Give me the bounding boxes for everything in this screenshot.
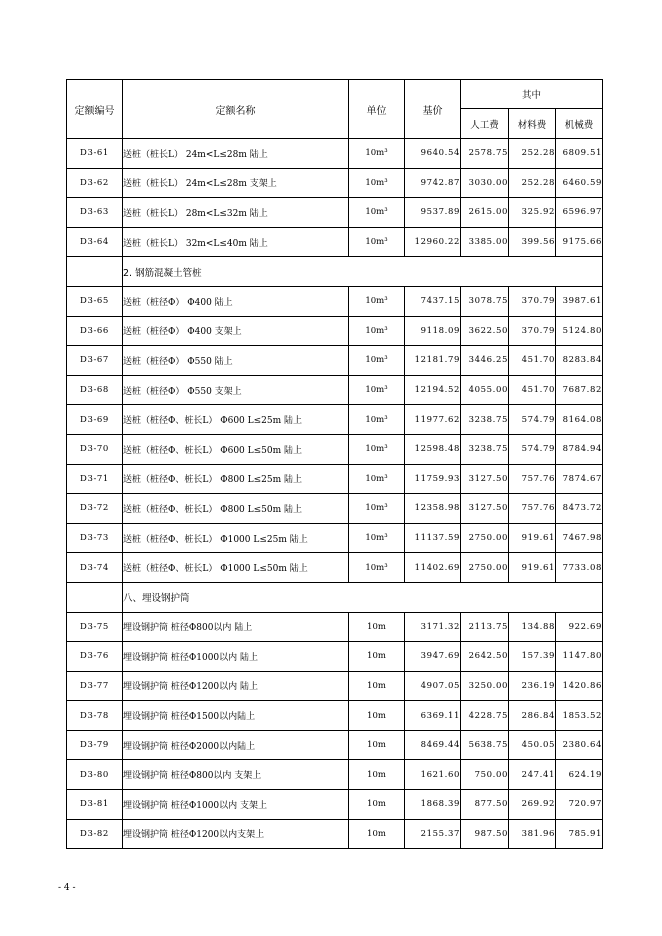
table-header (67, 80, 603, 139)
cell-name: 埋设钢护筒 桩径Φ1000以内 陆上 (123, 642, 349, 672)
section-code-cell (67, 257, 123, 287)
cell-base-price: 8469.44 (405, 730, 461, 760)
cell-unit: 10m³ (349, 139, 405, 169)
cell-material: 381.96 (509, 819, 556, 849)
cell-unit: 10m (349, 730, 405, 760)
table-row (67, 464, 603, 494)
cell-name: 送桩（桩长L） 24m<L≤28m 陆上 (123, 139, 349, 169)
cell-name: 埋设钢护筒 桩径Φ1200以内支架上 (123, 819, 349, 849)
cell-base-price: 9640.54 (405, 139, 461, 169)
cell-code: D3-62 (67, 168, 123, 198)
cell-name: 埋设钢护筒 桩径Φ800以内 陆上 (123, 612, 349, 642)
cell-machine: 7874.67 (556, 464, 603, 494)
cell-machine: 6460.59 (556, 168, 603, 198)
table-row (67, 790, 603, 820)
table-body (67, 139, 603, 849)
cell-code: D3-71 (67, 464, 123, 494)
cell-machine: 785.91 (556, 819, 603, 849)
table-row (67, 494, 603, 524)
cell-material: 450.05 (509, 730, 556, 760)
cell-code: D3-72 (67, 494, 123, 524)
table-row (67, 642, 603, 672)
cell-name: 送桩（桩径Φ） Φ400 陆上 (123, 286, 349, 316)
cell-unit: 10m³ (349, 523, 405, 553)
cell-code: D3-73 (67, 523, 123, 553)
cell-labor: 2750.00 (461, 523, 509, 553)
header-name: 定额名称 (123, 80, 349, 139)
section-title: 2. 钢筋混凝土管桩 (123, 257, 603, 287)
cell-code: D3-79 (67, 730, 123, 760)
cell-material: 919.61 (509, 553, 556, 583)
cell-code: D3-77 (67, 671, 123, 701)
cell-unit: 10m (349, 701, 405, 731)
section-row (67, 582, 603, 612)
cell-machine: 2380.64 (556, 730, 603, 760)
cell-base-price: 6369.11 (405, 701, 461, 731)
table-row (67, 760, 603, 790)
cell-base-price: 9537.89 (405, 198, 461, 228)
cell-name: 送桩（桩径Φ、桩长L） Φ1000 L≤50m 陆上 (123, 553, 349, 583)
cell-unit: 10m³ (349, 286, 405, 316)
header-machine: 机械费 (556, 109, 603, 139)
cell-labor: 750.00 (461, 760, 509, 790)
cell-machine: 7467.98 (556, 523, 603, 553)
header-of-which: 其中 (461, 80, 603, 109)
cell-name: 送桩（桩径Φ、桩长L） Φ600 L≤50m 陆上 (123, 434, 349, 464)
cell-base-price: 12358.98 (405, 494, 461, 524)
header-labor: 人工费 (461, 109, 509, 139)
cell-machine: 922.69 (556, 612, 603, 642)
cell-name: 送桩（桩径Φ、桩长L） Φ1000 L≤25m 陆上 (123, 523, 349, 553)
cell-labor: 987.50 (461, 819, 509, 849)
cell-labor: 3250.00 (461, 671, 509, 701)
cell-name: 送桩（桩长L） 32m<L≤40m 陆上 (123, 227, 349, 257)
cell-code: D3-61 (67, 139, 123, 169)
cell-unit: 10m³ (349, 198, 405, 228)
cell-material: 370.79 (509, 286, 556, 316)
cell-material: 236.19 (509, 671, 556, 701)
cell-code: D3-69 (67, 405, 123, 435)
cell-base-price: 11759.93 (405, 464, 461, 494)
header-unit: 单位 (349, 80, 405, 139)
cell-unit: 10m (349, 790, 405, 820)
cell-base-price: 7437.15 (405, 286, 461, 316)
cell-labor: 2615.00 (461, 198, 509, 228)
cell-base-price: 1868.39 (405, 790, 461, 820)
table-row (67, 819, 603, 849)
cell-unit: 10m³ (349, 434, 405, 464)
cell-name: 埋设钢护筒 桩径Φ800以内 支架上 (123, 760, 349, 790)
cell-code: D3-78 (67, 701, 123, 731)
cell-name: 埋设钢护筒 桩径Φ2000以内陆上 (123, 730, 349, 760)
cell-base-price: 2155.37 (405, 819, 461, 849)
cell-unit: 10m³ (349, 346, 405, 376)
table-row (67, 346, 603, 376)
cell-name: 送桩（桩径Φ） Φ400 支架上 (123, 316, 349, 346)
table-row (67, 139, 603, 169)
cell-material: 451.70 (509, 375, 556, 405)
cell-unit: 10m (349, 612, 405, 642)
cell-labor: 3622.50 (461, 316, 509, 346)
table-row (67, 701, 603, 731)
cell-machine: 7687.82 (556, 375, 603, 405)
cell-material: 574.79 (509, 405, 556, 435)
cell-name: 送桩（桩径Φ、桩长L） Φ600 L≤25m 陆上 (123, 405, 349, 435)
cell-labor: 2113.75 (461, 612, 509, 642)
cell-base-price: 9742.87 (405, 168, 461, 198)
section-row (67, 257, 603, 287)
cell-code: D3-74 (67, 553, 123, 583)
table-row (67, 523, 603, 553)
cell-machine: 6809.51 (556, 139, 603, 169)
cell-material: 325.92 (509, 198, 556, 228)
cell-labor: 3127.50 (461, 494, 509, 524)
cell-material: 269.92 (509, 790, 556, 820)
cell-base-price: 4907.05 (405, 671, 461, 701)
cell-name: 埋设钢护筒 桩径Φ1000以内 支架上 (123, 790, 349, 820)
cell-machine: 1147.80 (556, 642, 603, 672)
cell-code: D3-82 (67, 819, 123, 849)
cell-machine: 7733.08 (556, 553, 603, 583)
cell-base-price: 12194.52 (405, 375, 461, 405)
cell-material: 252.28 (509, 139, 556, 169)
table-row (67, 405, 603, 435)
cell-machine: 3987.61 (556, 286, 603, 316)
cell-machine: 9175.66 (556, 227, 603, 257)
cell-labor: 2642.50 (461, 642, 509, 672)
cell-machine: 6596.97 (556, 198, 603, 228)
cell-labor: 4055.00 (461, 375, 509, 405)
cell-code: D3-75 (67, 612, 123, 642)
cell-base-price: 12960.22 (405, 227, 461, 257)
page-number: - 4 - (58, 883, 76, 893)
cell-labor: 5638.75 (461, 730, 509, 760)
cell-unit: 10m³ (349, 494, 405, 524)
cell-code: D3-63 (67, 198, 123, 228)
cell-name: 送桩（桩径Φ） Φ550 支架上 (123, 375, 349, 405)
cell-name: 送桩（桩径Φ、桩长L） Φ800 L≤25m 陆上 (123, 464, 349, 494)
cell-unit: 10m³ (349, 405, 405, 435)
table-row (67, 434, 603, 464)
table-row (67, 612, 603, 642)
cell-labor: 3030.00 (461, 168, 509, 198)
cell-base-price: 3947.69 (405, 642, 461, 672)
header-base-price: 基价 (405, 80, 461, 139)
cell-material: 286.84 (509, 701, 556, 731)
table-row (67, 671, 603, 701)
quota-table (66, 79, 603, 849)
cell-material: 252.28 (509, 168, 556, 198)
cell-material: 757.76 (509, 494, 556, 524)
cell-name: 埋设钢护筒 桩径Φ1200以内 陆上 (123, 671, 349, 701)
cell-unit: 10m (349, 671, 405, 701)
cell-labor: 3238.75 (461, 434, 509, 464)
cell-unit: 10m³ (349, 227, 405, 257)
cell-code: D3-76 (67, 642, 123, 672)
cell-unit: 10m (349, 760, 405, 790)
cell-machine: 624.19 (556, 760, 603, 790)
cell-machine: 1420.86 (556, 671, 603, 701)
cell-unit: 10m³ (349, 464, 405, 494)
cell-code: D3-70 (67, 434, 123, 464)
cell-name: 送桩（桩长L） 24m<L≤28m 支架上 (123, 168, 349, 198)
cell-unit: 10m³ (349, 168, 405, 198)
cell-labor: 3127.50 (461, 464, 509, 494)
cell-machine: 8283.84 (556, 346, 603, 376)
cell-base-price: 1621.60 (405, 760, 461, 790)
cell-code: D3-65 (67, 286, 123, 316)
cell-labor: 3078.75 (461, 286, 509, 316)
cell-base-price: 11137.59 (405, 523, 461, 553)
cell-base-price: 11977.62 (405, 405, 461, 435)
cell-unit: 10m (349, 642, 405, 672)
cell-material: 399.56 (509, 227, 556, 257)
cell-base-price: 9118.09 (405, 316, 461, 346)
cell-machine: 8473.72 (556, 494, 603, 524)
cell-machine: 8164.08 (556, 405, 603, 435)
table-row (67, 316, 603, 346)
table-row (67, 553, 603, 583)
section-code-cell (67, 582, 123, 612)
cell-machine: 1853.52 (556, 701, 603, 731)
cell-base-price: 3171.32 (405, 612, 461, 642)
cell-machine: 8784.94 (556, 434, 603, 464)
table-row (67, 198, 603, 228)
cell-labor: 4228.75 (461, 701, 509, 731)
cell-name: 送桩（桩长L） 28m<L≤32m 陆上 (123, 198, 349, 228)
table-row (67, 227, 603, 257)
cell-base-price: 12181.79 (405, 346, 461, 376)
cell-labor: 2578.75 (461, 139, 509, 169)
cell-unit: 10m³ (349, 553, 405, 583)
cell-base-price: 12598.48 (405, 434, 461, 464)
table-row (67, 375, 603, 405)
cell-code: D3-80 (67, 760, 123, 790)
cell-code: D3-66 (67, 316, 123, 346)
header-material: 材料费 (509, 109, 556, 139)
cell-unit: 10m (349, 819, 405, 849)
table-row (67, 168, 603, 198)
cell-machine: 720.97 (556, 790, 603, 820)
cell-labor: 877.50 (461, 790, 509, 820)
cell-name: 送桩（桩径Φ） Φ550 陆上 (123, 346, 349, 376)
cell-material: 370.79 (509, 316, 556, 346)
cell-labor: 3238.75 (461, 405, 509, 435)
cell-unit: 10m³ (349, 375, 405, 405)
cell-unit: 10m³ (349, 316, 405, 346)
cell-name: 送桩（桩径Φ、桩长L） Φ800 L≤50m 陆上 (123, 494, 349, 524)
cell-machine: 5124.80 (556, 316, 603, 346)
header-code: 定额编号 (67, 80, 123, 139)
cell-material: 574.79 (509, 434, 556, 464)
cell-code: D3-64 (67, 227, 123, 257)
cell-material: 919.61 (509, 523, 556, 553)
cell-material: 757.76 (509, 464, 556, 494)
cell-material: 247.41 (509, 760, 556, 790)
table-row (67, 286, 603, 316)
cell-material: 134.88 (509, 612, 556, 642)
cell-labor: 3446.25 (461, 346, 509, 376)
cell-material: 157.39 (509, 642, 556, 672)
cell-base-price: 11402.69 (405, 553, 461, 583)
table-row (67, 730, 603, 760)
cell-material: 451.70 (509, 346, 556, 376)
cell-labor: 2750.00 (461, 553, 509, 583)
cell-labor: 3385.00 (461, 227, 509, 257)
cell-code: D3-67 (67, 346, 123, 376)
cell-name: 埋设钢护筒 桩径Φ1500以内陆上 (123, 701, 349, 731)
cell-code: D3-68 (67, 375, 123, 405)
cell-code: D3-81 (67, 790, 123, 820)
section-title: 八、埋设钢护筒 (123, 582, 603, 612)
